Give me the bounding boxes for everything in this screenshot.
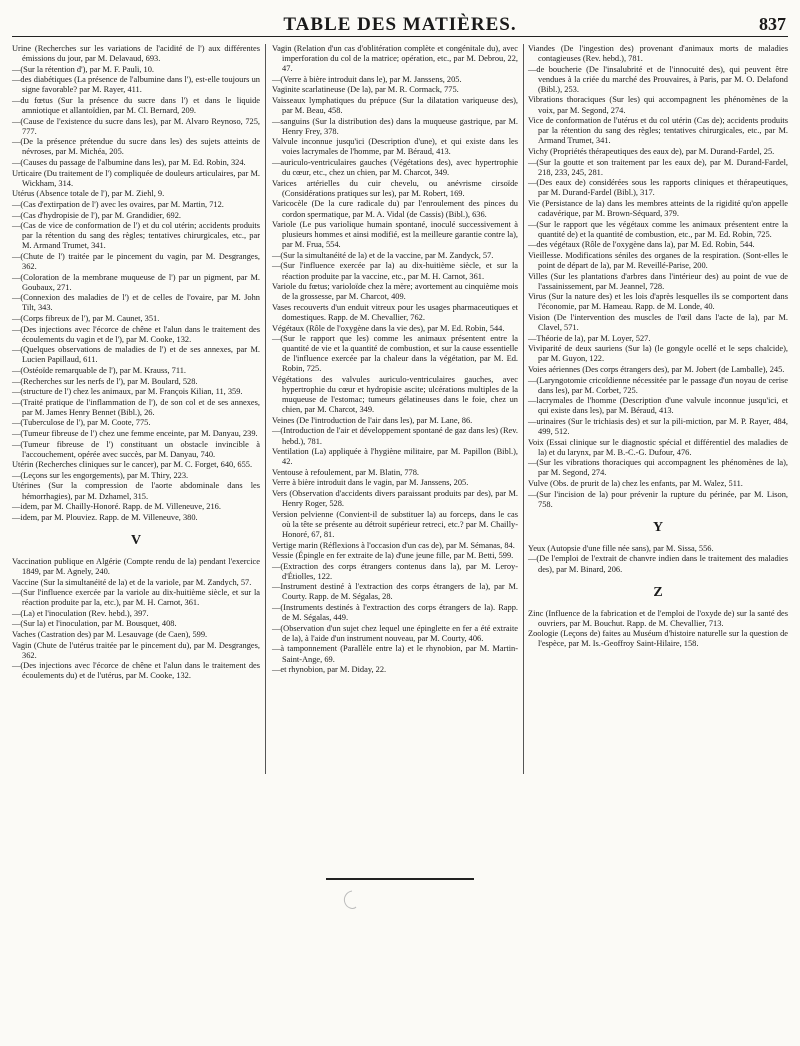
index-entry: Vice de conformation de l'utérus et du col utérin (Cas de); accidents produits par la rétention du sang des règles; tentatives chirurgicales, etc., par M. Armand Trumet, 341.	[528, 116, 788, 146]
index-entry: —urinaires (Sur le trichiasis des) et sur la pili-miction, par M. P. Rayer, 484, 499, 512.	[528, 416, 788, 436]
index-entry: Vessie (Épingle en fer extraite de la) d'une jeune fille, par M. Betti, 599.	[272, 551, 514, 561]
column-divider-2	[523, 44, 524, 774]
index-entry: —(Quelques observations de maladies de l') et de ses annexes, par M. Lucien Papillaud, 611.	[12, 345, 260, 365]
index-entry: —(Observation d'un sujet chez lequel une épinglette en fer a été extraite de la), à l'aide d'un instrument nouveau, par M. Courty, 406.	[272, 623, 518, 643]
index-entry: —(Sur la rétention d'), par M. F. Pauli, 10.	[12, 64, 155, 74]
index-entry: Vibrations thoraciques (Sur les) qui accompagnent les phénomènes de la voix, par M. Segond, 274.	[528, 95, 788, 115]
index-entry: —(Sur la) et l'inoculation, par M. Bousquet, 408.	[12, 619, 177, 629]
index-entry: —(Cas d'extirpation de l') avec les ovaires, par M. Martin, 712.	[12, 199, 224, 209]
index-entry: —sanguins (Sur la distribution des) dans la muqueuse gastrique, par M. Henry Frey, 378.	[272, 116, 518, 136]
index-entry: —Instrument destiné à l'extraction des corps étrangers de la), par M. Courty. Rapp. de M. Ségalas, 28.	[272, 582, 518, 602]
index-entry: —(Introduction de l'air et développement spontané de gaz dans les) (Rev. hebd.), 781.	[272, 426, 518, 446]
index-entry: —(De la présence prétendue du sucre dans les) des sujets atteints de névroses, par M. Michéa, 205.	[12, 137, 260, 157]
index-entry: —(Tuberculose de l'), par M. Coote, 775.	[12, 418, 151, 428]
index-entry: Variole (Le pus variolique humain spontané, inoculé successivement à plusieurs hommes et ainsi modifié, est la meilleure garantie contre la), par M. Frua, 554.	[272, 220, 518, 250]
index-entry: —(La) et l'inoculation (Rev. hebd.), 397.	[12, 608, 149, 618]
index-entry: Varices artérielles du cuir chevelu, ou anévrisme cirsoïde (Considérations pratiques sur les), par M. Robert, 169.	[272, 178, 518, 198]
index-entry: Vie (Persistance de la) dans les membres atteints de la rigidité qu'on appelle cadavérique, par M. Brown-Séquard, 379.	[528, 198, 788, 218]
index-entry: —(Sur la simultanéité de la) et de la vaccine, par M. Zandyck, 57.	[272, 250, 494, 260]
index-entry: Viviparité de deux sauriens (Sur la) (le gongyle ocellé et le seps chalcide), par M. Guyon, 122.	[528, 344, 788, 364]
index-entry: —(structure de l') chez les animaux, par M. François Kilian, 11, 359.	[12, 387, 243, 397]
page-header	[12, 10, 788, 37]
index-entry: —(Sur l'incision de la) pour prévenir la rupture du périnée, par M. Lison, 758.	[528, 489, 788, 509]
index-entry: —(Laryngotomie cricoïdienne nécessitée par le passage d'un noyau de cerise dans les), par M. Corbet, 725.	[528, 375, 788, 395]
index-entry: —(Des injections avec l'écorce de chêne et l'alun dans le traitement des écoulements du vagin et de l'), par M. Cooke, 132.	[12, 324, 260, 344]
index-entry: —(Des injections avec l'écorce de chêne et l'alun dans le traitement des écoulements du) et de l'utérus, par M. Cooke, 132.	[12, 661, 260, 681]
index-entry: Végétations des valvules auriculo-ventriculaires gauches, avec hypertrophie du cœur et hydropisie ascite; ulcérations multiples de la muqueuse de l'estomac; tumeurs gélatineuses dans le foie, chez un chien, par M. Charcot, 349.	[272, 375, 518, 415]
index-entry: —(Ostéoïde remarquable de l'), par M. Krauss, 711.	[12, 365, 186, 375]
index-entry: Vagin (Chute de l'utérus traitée par le pincement du), par M. Desgranges, 362.	[12, 640, 260, 660]
page-title: TABLE DES MATIÈRES.	[283, 14, 517, 35]
index-entry: —(Leçons sur les engorgements), par M. Thiry, 223.	[12, 470, 189, 480]
index-entry: Vieillesse. Modifications séniles des organes de la respiration. (Sont-elles le point de départ de la), par M. Reveillé-Parise, 200.	[528, 250, 788, 270]
index-entry: —(Sur l'influence exercée par la) au dix-huitième siècle, et sur la réaction produite par la vaccine, etc., par M. H. Carnot, 361.	[272, 261, 518, 281]
index-entry: —idem, par M. Chailly-Honoré. Rapp. de M. Villeneuve, 216.	[12, 502, 221, 512]
index-entry: —(Connexion des maladies de l') et de celles de l'ovaire, par M. John Tilt, 343.	[12, 293, 260, 313]
index-entry: —(Causes du passage de l'albumine dans les), par M. Ed. Robin, 324.	[12, 158, 246, 168]
entry-list-z	[528, 609, 788, 650]
section-letter-v: V	[130, 532, 142, 548]
index-entry: —(Sur l'influence exercée par la variole au dix-huitième siècle, et sur la réaction produite par la, etc.), par M. H. Carnot, 361.	[12, 588, 260, 608]
entry-list-v	[12, 557, 260, 682]
index-entry: Yeux (Autopsie d'une fille née sans), par M. Sissa, 556.	[528, 543, 714, 553]
index-column-2	[272, 44, 518, 676]
smudge-mark-icon	[340, 888, 362, 914]
index-entry: Vision (De l'intervention des muscles de l'œil dans l'acte de la), par M. Clavel, 571.	[528, 312, 788, 333]
index-entry: Viandes (De l'ingestion des) provenant d'animaux morts de maladies contagieuses (Rev. hebd.), 781.	[528, 44, 788, 64]
index-entry: Vaches (Castration des) par M. Lesauvage (de Caen), 599.	[12, 630, 208, 640]
index-entry: —(De l'emploi de l'extrait de chanvre indien dans le traitement des maladies des), par M. Binard, 206.	[528, 554, 788, 574]
index-entry: Vulve (Obs. de prurit de la) chez les enfants, par M. Walez, 511.	[528, 478, 743, 488]
index-entry: —(Cas d'hydropisie de l'), par M. Grandidier, 692.	[12, 210, 181, 220]
index-entry: —auriculo-ventriculaires gauches (Végétations des), avec hypertrophie du cœur, etc., chez un chien, par M. Charcot, 349.	[272, 158, 518, 178]
index-entry: Vichy (Propriétés thérapeutiques des eaux de), par M. Durand-Fardel, 25.	[528, 146, 775, 156]
index-entry: —(Sur la goutte et son traitement par les eaux de), par M. Durand-Fardel, 218, 233, 245, 281.	[528, 157, 788, 177]
index-entry: Utérus (Absence totale de l'), par M. Ziehl, 9.	[12, 189, 165, 199]
index-entry: Vaccine (Sur la simultanéité de la) et de la variole, par M. Zandych, 57.	[12, 577, 252, 587]
index-entry: —(Coloration de la membrane muqueuse de l') par un pigment, par M. Goubaux, 271.	[12, 272, 260, 292]
index-entry: —et rhynobion, par M. Diday, 22.	[272, 665, 387, 675]
index-entry: —(Instruments destinés à l'extraction des corps étrangers de la). Rapp. de M. Ségalas, 449.	[272, 603, 518, 623]
index-entry: Vagin (Relation d'un cas d'oblitération complète et congénitale du), avec imperforation du col de la matrice; opération, etc., par M. Debrou, 22, 47.	[272, 44, 518, 74]
index-entry: —(Tumeur fibreuse de l') chez une femme enceinte, par M. Danyau, 239.	[12, 428, 258, 438]
entry-list-u	[12, 44, 260, 523]
index-entry: Vaginite scarlatineuse (De la), par M. R. Cormack, 775.	[272, 85, 459, 95]
index-entry: Virus (Sur la nature des) et les lois d'après lesquelles ils se comportent dans l'économie, par M. Hameau. Rapp. de M. Londe, 40.	[528, 292, 788, 312]
index-entry: Veines (De l'introduction de l'air dans les), par M. Lane, 86.	[272, 415, 473, 425]
index-entry: Zoologie (Leçons de) faites au Muséum d'histoire naturelle sur la question de l'espèce, par M. Is.-Geoffroy Saint-Hilaire, 158.	[528, 629, 788, 649]
index-entry: Villes (Sur les plantations d'arbres dans l'intérieur des) au point de vue de l'assainissement, par M. Jeannel, 728.	[528, 271, 788, 291]
index-entry: —(Cas de vice de conformation de l') et du col utérin; accidents produits par la rétention du sang des règles; tentatives chirurgicales, etc., par M. Armand Trumet, 341.	[12, 221, 260, 251]
index-entry: —à tamponnement (Parallèle entre la) et le rhynobion, par M. Martin-Saint-Ange, 69.	[272, 644, 518, 664]
section-letter-z: Z	[653, 584, 663, 600]
index-entry: Ventouse à refoulement, par M. Blatin, 778.	[272, 467, 419, 477]
index-entry: —(Chute de l') traitée par le pincement du vagin, par M. Desgranges, 362.	[12, 251, 260, 271]
index-entry: —du fœtus (Sur la présence du sucre dans l') et dans le liquide amniotique et allantoïdien, par M. Cl. Bernard, 209.	[12, 95, 260, 116]
index-entry: Valvule inconnue jusqu'ici (Description d'une), et qui existe dans les voies lacrymales de l'homme, par M. Béraud, 413.	[272, 137, 518, 157]
index-entry: —(Verre à bière introduit dans le), par M. Janssens, 205.	[272, 74, 462, 84]
column-divider-1	[265, 44, 266, 774]
index-entry: Végétaux (Rôle de l'oxygène dans la vie des), par M. Ed. Robin, 544.	[272, 323, 505, 333]
index-entry: —(Extraction des corps étrangers contenus dans la), par M. Leroy-d'Étiolles, 122.	[272, 561, 518, 581]
index-entry: —de boucherie (De l'insalubrité et de l'innocuité des), qui peuvent être vendues à la criée du marché des Prouvaires, à Paris, par M. O. Delafond (Bibl.), 253.	[528, 64, 788, 94]
index-column-3	[528, 44, 788, 650]
index-entry: Voies aériennes (Des corps étrangers des), par M. Jobert (de Lamballe), 245.	[528, 364, 785, 374]
index-entry: Vertige marin (Réflexions à l'occasion d'un cas de), par M. Sémanas, 84.	[272, 540, 515, 550]
index-entry: Utérines (Sur la compression de l'aorte abdominale dans les hémorrhagies), par M. Dzhamel, 315.	[12, 481, 260, 501]
index-entry: Vaccination publique en Algérie (Compte rendu de la) pendant l'exercice 1849, par M. Agnely, 240.	[12, 556, 260, 576]
index-entry: —des diabétiques (La présence de l'albumine dans l'), est-elle toujours un signe favorable? par M. Rayer, 411.	[12, 75, 260, 95]
index-entry: —lacrymales de l'homme (Description d'une valvule inconnue jusqu'ici, et qui existe dans les), par M. Béraud, 413.	[528, 396, 788, 416]
index-entry: Vases recouverts d'un enduit vitreux pour les usages pharmaceutiques et domestiques. Rapp. de M. Chevallier, 762.	[272, 302, 518, 322]
index-entry: —(Sur le rapport que les végétaux comme les animaux présentent entre la quantité de) et la quantité de combustion, etc., par M. Ed. Robin, 725.	[528, 219, 788, 239]
entry-list-v-continued	[272, 44, 518, 675]
section-letter-y: Y	[652, 519, 664, 535]
index-entry: —(Corps fibreux de l'), par M. Caunet, 351.	[12, 313, 160, 323]
index-entry: —(Cause de l'existence du sucre dans les), par M. Alvaro Reynoso, 725, 777.	[12, 116, 260, 136]
entry-list-y	[528, 544, 788, 575]
index-entry: —(Sur les vibrations thoraciques qui accompagnent les phénomènes de la), par M. Segond, 274.	[528, 458, 788, 478]
end-rule	[326, 878, 474, 880]
index-entry: —(Recherches sur les nerfs de l'), par M. Boulard, 528.	[12, 376, 198, 386]
index-entry: Varicocèle (De la cure radicale du) par l'enroulement des pinces du cordon spermatique, par M. A. Vidal (de Cassis) (Bibl.), 636.	[272, 199, 518, 219]
index-entry: Vers (Observation d'accidents divers paraissant produits par des), par M. Henry Roger, 528.	[272, 489, 518, 509]
index-entry: Version pelvienne (Convient-il de substituer la) au forceps, dans le cas où la tête se présente au détroit supérieur retreci, etc.? par M. Chailly-Honoré, 67, 81.	[272, 509, 518, 539]
index-column-1	[12, 44, 260, 682]
page-number: 837	[759, 14, 786, 34]
index-entry: —(Tumeur fibreuse de l') constituant un obstacle invincible à l'accouchement, opérée avec succès, par M. Danyau, 740.	[12, 439, 260, 459]
index-entry: Variole du fœtus; varioloïde chez la mère; avortement au cinquième mois de la grossesse, par M. Charcot, 409.	[272, 282, 518, 302]
index-entry: Voix (Essai clinique sur le diagnostic spécial et différentiel des maladies de la) et du larynx, par M. B.-C.-G. Dufour, 476.	[528, 437, 788, 457]
index-entry: —(Des eaux de) considérées sous les rapports cliniques et thérapeutiques, par M. Durand-Fardel (Bibl.), 317.	[528, 178, 788, 198]
index-entry: Ventilation (La) appliquée à l'hygiène militaire, par M. Papillon (Bibl.), 42.	[272, 447, 518, 467]
index-entry: —idem, par M. Plouviez. Rapp. de M. Villeneuve, 380.	[12, 512, 198, 522]
index-entry: —(Sur le rapport que les) comme les animaux présentent entre la quantité de vie et la quantité de combustion, et sur la cause essentielle de l'influence exercée par la chaleur dans la végétation, par M. Ed. Robin, 725.	[272, 334, 518, 374]
index-entry: Vaisseaux lymphatiques du prépuce (Sur la dilatation variqueuse des), par M. Beau, 458.	[272, 95, 518, 116]
entry-list-v-end	[528, 44, 788, 510]
index-entry: Zinc (Influence de la fabrication et de l'emploi de l'oxyde de) sur la santé des ouvriers, par M. Bouchut. Rapp. de M. Chevallier, 713.	[528, 608, 788, 628]
index-entry: Utérin (Recherches cliniques sur le cancer), par M. C. Forget, 640, 655.	[12, 460, 253, 470]
index-entry: —des végétaux (Rôle de l'oxygène dans la), par M. Ed. Robin, 544.	[528, 240, 755, 250]
index-entry: —(Traité pratique de l'inflammation de l'), de son col et de ses annexes, par M. James Henry Bennet (Bibl.), 26.	[12, 397, 260, 417]
index-entry: Urine (Recherches sur les variations de l'acidité de l') aux différentes émissions du jour, par M. Delavaud, 693.	[12, 44, 260, 64]
index-entry: Verre à bière introduit dans le vagin, par M. Janssens, 205.	[272, 478, 469, 488]
index-entry: Urticaire (Du traitement de l') compliquée de douleurs articulaires, par M. Wickham, 314.	[12, 168, 260, 188]
index-entry: —Théorie de la), par M. Loyer, 527.	[528, 333, 651, 343]
